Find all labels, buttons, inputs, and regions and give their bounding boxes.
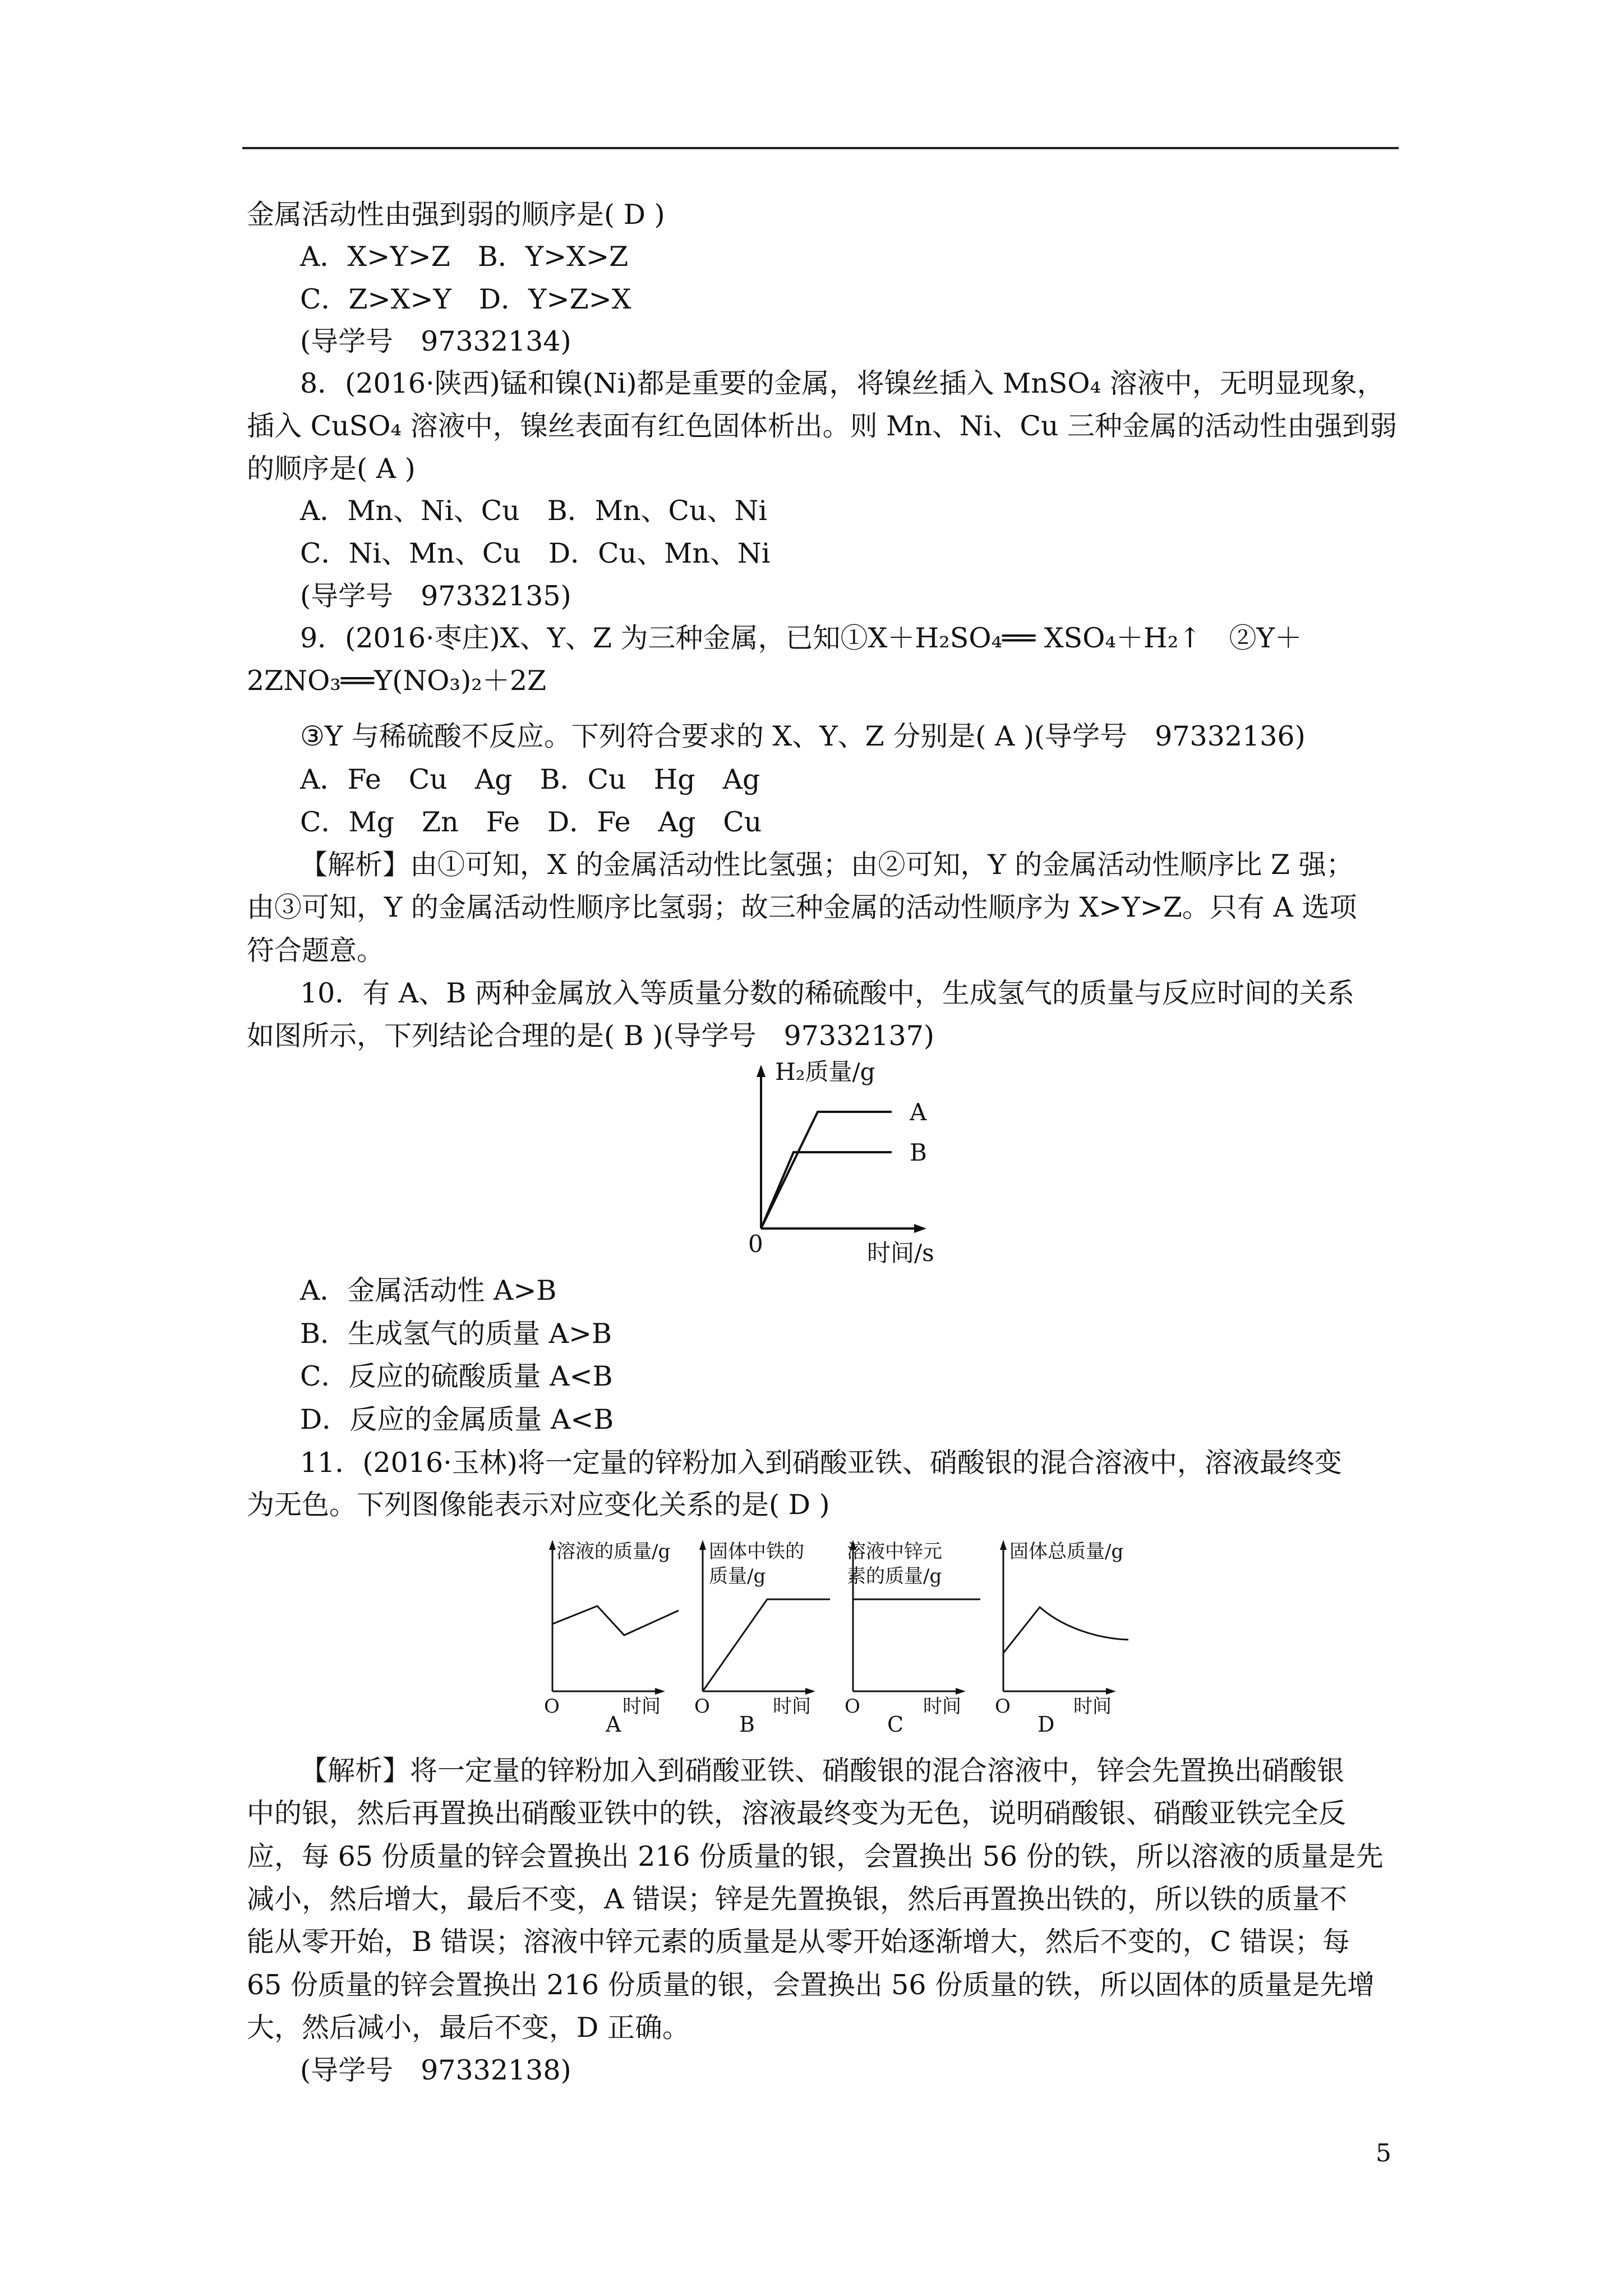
- option-line: C．Mg Zn Fe D．Fe Ag Cu: [300, 806, 762, 838]
- page-number: 5: [1376, 2139, 1391, 2168]
- option-line: A．Fe Cu Ag B．Cu Hg Ag: [300, 763, 760, 795]
- analysis-text: 中的银，然后再置换出硝酸亚铁中的铁，溶液最终变为无色，说明硝酸银、硝酸亚铁完全反: [247, 1797, 1347, 1829]
- question-8-text: 8．(2016·陕西)锰和镍(Ni)都是重要的金属，将镍丝插入 MnSO₄ 溶液中，无明显现象，: [300, 367, 1385, 399]
- graph-b-y-label-2: 质量/g: [709, 1565, 766, 1588]
- graph-d-origin: O: [995, 1695, 1011, 1718]
- analysis-text: 【解析】将一定量的锌粉加入到硝酸亚铁、硝酸银的混合溶液中，锌会先置换出硝酸银: [300, 1755, 1345, 1787]
- series-label-b: B: [910, 1139, 927, 1166]
- analysis-text: 65 份质量的锌会置换出 216 份质量的银，会置换出 56 份质量的铁，所以固体的质量是先增: [247, 1969, 1375, 2001]
- graph-c: [845, 1540, 980, 1737]
- question-8-text: 的顺序是( A ): [247, 453, 416, 485]
- figure-11-graphs: [533, 1534, 1161, 1736]
- graph-d-caption: D: [1038, 1712, 1055, 1737]
- option-line: A．X>Y>Z B．Y>X>Z: [300, 241, 629, 273]
- curve-a: [761, 1112, 892, 1228]
- graph-c-y-label-2: 素的质量/g: [847, 1565, 942, 1588]
- graph-c-origin: O: [845, 1695, 860, 1718]
- graph-d-x-label: 时间: [1073, 1695, 1112, 1718]
- question-10-text: 如图所示，下列结论合理的是( B )(导学号 97332137): [247, 1020, 935, 1052]
- analysis-text: 大，然后减小，最后不变，D 正确。: [247, 2012, 690, 2044]
- option-line: C．反应的硫酸质量 A<B: [300, 1360, 613, 1392]
- option-line: C．Z>X>Y D．Y>Z>X: [300, 283, 631, 315]
- graph-b-caption: B: [739, 1712, 755, 1737]
- graph-a-origin: O: [544, 1695, 560, 1718]
- graph-a: [544, 1540, 679, 1737]
- question-11-text: 为无色。下列图像能表示对应变化关系的是( D ): [247, 1489, 830, 1521]
- question-8-text: 插入 CuSO₄ 溶液中，镍丝表面有红色固体析出。则 Mn、Ni、Cu 三种金属的活动性由强到弱: [247, 410, 1398, 442]
- origin-label: 0: [748, 1230, 763, 1258]
- option-line: D．反应的金属质量 A<B: [300, 1404, 614, 1435]
- reference-number: (导学号 97332135): [300, 580, 571, 612]
- option-line: A．Mn、Ni、Cu B．Mn、Cu、Ni: [300, 495, 768, 527]
- header-rule: [242, 147, 1399, 149]
- option-line: B．生成氢气的质量 A>B: [300, 1318, 612, 1350]
- series-label-a: A: [910, 1098, 927, 1126]
- text-line: 金属活动性由强到弱的顺序是( D ): [247, 199, 665, 231]
- question-9-text: 2ZNO₃══Y(NO₃)₂＋2Z: [247, 665, 547, 697]
- graph-d-y-label: 固体总质量/g: [1009, 1540, 1124, 1563]
- question-10-text: 10．有 A、B 两种金属放入等质量分数的稀硫酸中，生成氢气的质量与反应时间的关系: [300, 977, 1354, 1009]
- analysis-text: 减小，然后增大，最后不变，A 错误；锌是先置换银，然后再置换出铁的，所以铁的质量不: [247, 1883, 1347, 1915]
- graph-c-y-label: 溶液中锌元: [847, 1540, 942, 1563]
- reference-number: (导学号 97332138): [300, 2054, 571, 2086]
- analysis-text: 应，每 65 份质量的锌会置换出 216 份质量的银，会置换出 56 份的铁，所以溶液的质量是先: [247, 1841, 1384, 1872]
- reference-number: (导学号 97332134): [300, 325, 571, 357]
- graph-a-caption: A: [606, 1712, 621, 1737]
- graph-a-y-label: 溶液的质量/g: [556, 1540, 671, 1563]
- option-line: C．Ni、Mn、Cu D．Cu、Mn、Ni: [300, 537, 771, 569]
- option-line: A．金属活动性 A>B: [300, 1274, 557, 1306]
- analysis-text: 【解析】由①可知，X 的金属活动性比氢强；由②可知，Y 的金属活动性顺序比 Z 强；: [300, 849, 1354, 881]
- question-9-text: 9．(2016·枣庄)X、Y、Z 为三种金属，已知①X＋H₂SO₄══ XSO₄＋H₂↑ ②Y＋: [300, 622, 1302, 654]
- graph-a-x-label: 时间: [623, 1695, 661, 1718]
- graph-c-x-label: 时间: [923, 1695, 961, 1718]
- analysis-text: 能从零开始，B 错误；溶液中锌元素的质量是从零开始逐渐增大，然后不变的，C 错误；每: [247, 1926, 1350, 1958]
- analysis-text: 符合题意。: [247, 935, 385, 967]
- figure-10-graph: [729, 1055, 981, 1273]
- graph-c-caption: C: [887, 1712, 904, 1737]
- y-axis-label: H₂质量/g: [775, 1058, 875, 1085]
- graph-b-x-label: 时间: [773, 1695, 811, 1718]
- analysis-text: 由③可知，Y 的金属活动性顺序比氢弱；故三种金属的活动性顺序为 X>Y>Z。只有 A 选项: [247, 891, 1357, 923]
- graph-b-y-label: 固体中铁的: [709, 1540, 804, 1563]
- question-11-text: 11．(2016·玉林)将一定量的锌粉加入到硝酸亚铁、硝酸银的混合溶液中，溶液最终变: [300, 1447, 1342, 1479]
- graph-b: [694, 1540, 830, 1737]
- question-9-text: ③Y 与稀硫酸不反应。下列符合要求的 X、Y、Z 分别是( A )(导学号 97332136): [300, 720, 1306, 752]
- x-axis-label: 时间/s: [867, 1239, 934, 1267]
- graph-d: [995, 1540, 1128, 1737]
- graph-b-origin: O: [694, 1695, 710, 1718]
